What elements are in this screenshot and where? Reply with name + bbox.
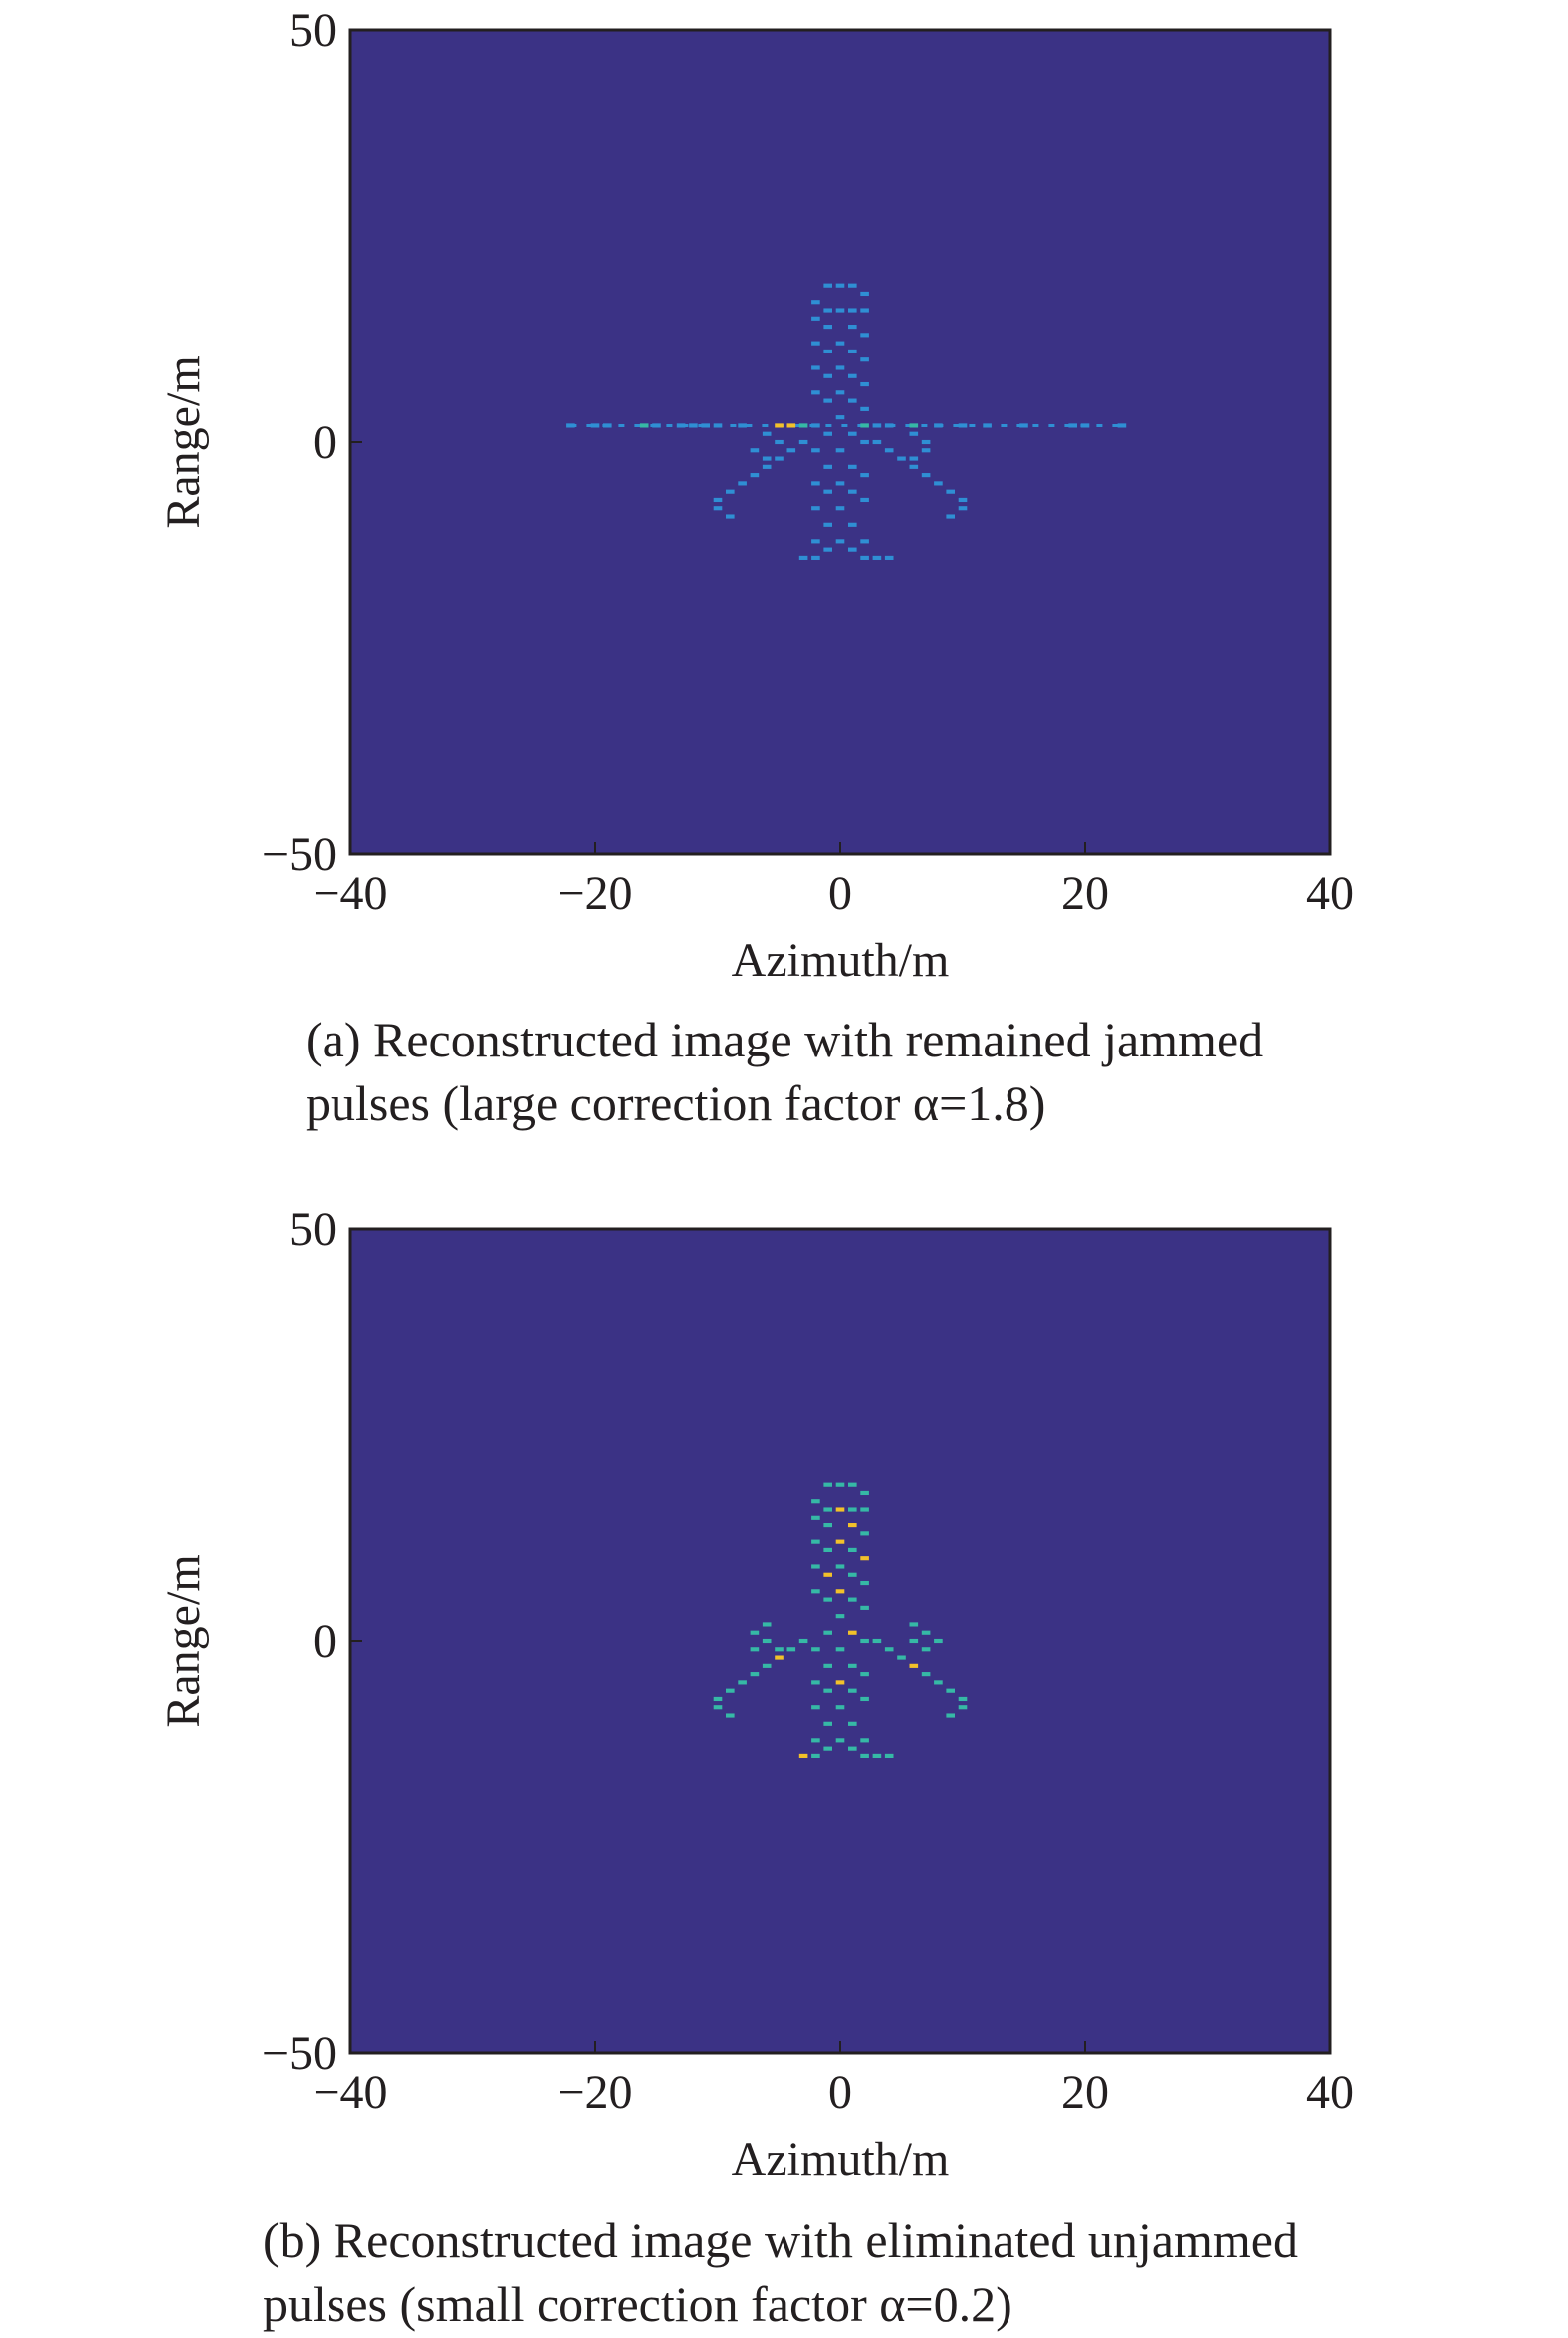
- heatmap-cell: [677, 423, 686, 427]
- heatmap-cell: [811, 1647, 820, 1651]
- heatmap-cell: [1068, 423, 1077, 427]
- x-axis-label: Azimuth/m: [731, 934, 950, 987]
- heatmap-cell: [860, 556, 869, 560]
- heatmap-cell: [823, 432, 832, 436]
- heatmap-cell: [836, 1614, 845, 1618]
- heatmap-cell: [726, 490, 735, 494]
- heatmap-cell: [860, 1697, 869, 1701]
- heatmap-cell: [836, 1738, 845, 1742]
- heatmap-cell: [775, 423, 784, 427]
- heatmap-cell: [836, 284, 845, 288]
- heatmap-cell: [934, 423, 943, 427]
- heatmap-cell: [811, 556, 820, 560]
- heatmap-cell: [836, 506, 845, 510]
- heatmap-cell: [885, 1647, 894, 1651]
- heatmap-cell: [848, 1507, 857, 1511]
- heatmap-cell: [811, 365, 820, 369]
- heatmap-cell: [714, 423, 723, 427]
- heatmap-cell: [738, 1680, 747, 1684]
- heatmap-cell: [897, 456, 906, 460]
- heatmap-cell: [860, 1507, 869, 1511]
- figure-b: [0, 1195, 1568, 2338]
- heatmap-cell: [860, 539, 869, 543]
- heatmap-cell: [726, 1713, 735, 1717]
- heatmap-cell: [763, 465, 772, 469]
- heatmap-cell: [726, 514, 735, 518]
- heatmap-cell: [811, 1738, 820, 1742]
- heatmap-cell: [922, 448, 931, 452]
- heatmap-cell: [823, 374, 832, 378]
- heatmap-cell: [811, 1516, 820, 1520]
- heatmap-cell: [823, 1598, 832, 1602]
- heatmap-cell: [811, 481, 820, 485]
- heatmap-cell: [873, 1639, 882, 1643]
- heatmap-cell: [811, 506, 820, 510]
- heatmap-cell: [811, 390, 820, 394]
- heatmap-cell: [860, 1531, 869, 1535]
- heatmap-cell: [860, 440, 869, 444]
- heatmap-cell: [811, 1754, 820, 1758]
- heatmap-cell: [946, 1689, 955, 1693]
- y-axis-label: Range/m: [157, 355, 210, 529]
- heatmap-cell: [922, 473, 931, 477]
- heatmap-cell: [836, 1507, 845, 1511]
- heatmap-cell: [763, 1622, 772, 1626]
- heatmap-cell: [848, 1523, 857, 1527]
- heatmap-cell: [811, 1589, 820, 1593]
- heatmap-cell: [836, 308, 845, 312]
- heatmap-cell: [823, 1631, 832, 1635]
- y-tick-label: 50: [289, 4, 336, 57]
- heatmap-cell: [959, 498, 968, 502]
- heatmap-cell: [848, 399, 857, 403]
- heatmap-cell: [848, 523, 857, 527]
- x-tick-label: −20: [558, 867, 633, 920]
- x-tick-label: −20: [558, 2066, 633, 2119]
- heatmap-cell: [823, 1483, 832, 1487]
- heatmap-cell: [1118, 423, 1127, 427]
- heatmap-cell: [873, 440, 882, 444]
- heatmap-cell: [811, 1564, 820, 1568]
- heatmap-cell: [848, 490, 857, 494]
- heatmap-cell: [811, 317, 820, 321]
- x-tick-label: 20: [1061, 867, 1109, 920]
- heatmap-cell: [873, 1754, 882, 1758]
- heatmap-cell: [823, 1689, 832, 1693]
- heatmap-cell: [860, 1639, 869, 1643]
- y-tick-label: 0: [313, 416, 336, 469]
- heatmap-cell: [823, 548, 832, 552]
- heatmap-cell: [763, 1639, 772, 1643]
- heatmap-cell: [860, 1606, 869, 1610]
- heatmap-cell: [836, 1705, 845, 1709]
- heatmap-cell: [848, 350, 857, 353]
- heatmap-cell: [860, 1754, 869, 1758]
- heatmap-cell: [811, 539, 820, 543]
- heatmap-cell: [836, 481, 845, 485]
- heatmap-cell: [860, 333, 869, 337]
- heatmap-cell: [946, 1713, 955, 1717]
- heatmap-cell: [946, 514, 955, 518]
- caption-a: (a) Reconstructed image with remained jammed pulses (large correction factor α=1.8): [306, 1012, 1264, 1131]
- heatmap-cell: [873, 423, 882, 427]
- heatmap-cell: [836, 1680, 845, 1684]
- x-tick-label: −40: [313, 2066, 388, 2119]
- heatmap-cell: [823, 490, 832, 494]
- heatmap-cell: [959, 423, 968, 427]
- heatmap-cell: [836, 1540, 845, 1544]
- heatmap-cell: [836, 1564, 845, 1568]
- heatmap-cell: [823, 1664, 832, 1668]
- heatmap-cell: [714, 506, 723, 510]
- heatmap-cell: [738, 423, 747, 427]
- heatmap-cell: [848, 1548, 857, 1552]
- heatmap-cell: [823, 1523, 832, 1527]
- heatmap-cell: [909, 465, 918, 469]
- heatmap-cell: [860, 1738, 869, 1742]
- heatmap-cell: [751, 448, 760, 452]
- heatmap-cell: [763, 456, 772, 460]
- heatmap-cell: [640, 423, 649, 427]
- heatmap-a: [0, 0, 1568, 996]
- heatmap-cell: [909, 456, 918, 460]
- heatmap-cell: [751, 1647, 760, 1651]
- y-tick-label: −50: [261, 828, 336, 881]
- heatmap-cell: [714, 1705, 723, 1709]
- heatmap-cell: [848, 325, 857, 329]
- heatmap-cell: [714, 1697, 723, 1701]
- heatmap-cell: [836, 390, 845, 394]
- heatmap-cell: [860, 357, 869, 361]
- heatmap-cell: [848, 1631, 857, 1635]
- heatmap-cell: [751, 473, 760, 477]
- heatmap-cell: [873, 556, 882, 560]
- heatmap-cell: [860, 382, 869, 386]
- heatmap-cell: [922, 1631, 931, 1635]
- heatmap-cell: [823, 325, 832, 329]
- heatmap-cell: [823, 350, 832, 353]
- heatmap-cell: [836, 448, 845, 452]
- heatmap-cell: [897, 1655, 906, 1659]
- heatmap-cell: [922, 440, 931, 444]
- heatmap-cell: [885, 1754, 894, 1758]
- heatmap-cell: [823, 1507, 832, 1511]
- heatmap-cell: [836, 1589, 845, 1593]
- heatmap-cell: [848, 1664, 857, 1668]
- heatmap-cell: [860, 423, 869, 427]
- heatmap-cell: [823, 308, 832, 312]
- x-tick-label: 40: [1306, 867, 1354, 920]
- heatmap-cell: [983, 423, 992, 427]
- heatmap-cell: [823, 1722, 832, 1726]
- heatmap-cell: [811, 448, 820, 452]
- heatmap-cell: [848, 1747, 857, 1751]
- heatmap-cell: [591, 423, 600, 427]
- heatmap-cell: [799, 423, 808, 427]
- heatmap-cell: [922, 1672, 931, 1676]
- heatmap-cell: [799, 440, 808, 444]
- y-axis-label: Range/m: [157, 1554, 210, 1728]
- heatmap-cell: [701, 423, 710, 427]
- heatmap-cell: [848, 548, 857, 552]
- heatmap-cell: [836, 1647, 845, 1651]
- heatmap-cell: [811, 423, 820, 427]
- heatmap-cell: [1081, 423, 1090, 427]
- heatmap-cell: [909, 432, 918, 436]
- plot-area: [350, 1229, 1330, 2053]
- heatmap-cell: [823, 1548, 832, 1552]
- x-tick-label: 40: [1306, 2066, 1354, 2119]
- heatmap-cell: [909, 1664, 918, 1668]
- heatmap-cell: [909, 1639, 918, 1643]
- heatmap-cell: [959, 506, 968, 510]
- heatmap-cell: [848, 1689, 857, 1693]
- heatmap-cell: [738, 481, 747, 485]
- heatmap-cell: [603, 423, 612, 427]
- heatmap-cell: [689, 423, 698, 427]
- heatmap-cell: [811, 1499, 820, 1503]
- heatmap-cell: [799, 556, 808, 560]
- heatmap-cell: [885, 448, 894, 452]
- heatmap-cell: [823, 1747, 832, 1751]
- heatmap-cell: [811, 300, 820, 304]
- heatmap-cell: [763, 1664, 772, 1668]
- heatmap-cell: [775, 440, 784, 444]
- heatmap-cell: [811, 1540, 820, 1544]
- x-tick-label: 0: [828, 2066, 852, 2119]
- heatmap-cell: [946, 490, 955, 494]
- heatmap-cell: [860, 1491, 869, 1495]
- heatmap-cell: [823, 1573, 832, 1577]
- heatmap-cell: [799, 1639, 808, 1643]
- heatmap-cell: [726, 1689, 735, 1693]
- heatmap-cell: [836, 365, 845, 369]
- heatmap-cell: [751, 1672, 760, 1676]
- heatmap-cell: [823, 465, 832, 469]
- heatmap-cell: [934, 481, 943, 485]
- heatmap-cell: [763, 432, 772, 436]
- heatmap-cell: [823, 284, 832, 288]
- x-tick-label: −40: [313, 867, 388, 920]
- heatmap-cell: [775, 1647, 784, 1651]
- heatmap-cell: [922, 1647, 931, 1651]
- x-tick-label: 20: [1061, 2066, 1109, 2119]
- heatmap-cell: [775, 1655, 784, 1659]
- heatmap-cell: [934, 1639, 943, 1643]
- heatmap-cell: [811, 342, 820, 346]
- heatmap-cell: [652, 423, 661, 427]
- heatmap-cell: [1019, 423, 1028, 427]
- heatmap-cell: [836, 415, 845, 419]
- heatmap-cell: [836, 342, 845, 346]
- heatmap-cell: [959, 1705, 968, 1709]
- x-tick-label: 0: [828, 867, 852, 920]
- heatmap-cell: [885, 556, 894, 560]
- heatmap-cell: [714, 498, 723, 502]
- heatmap-b: [0, 1195, 1568, 2191]
- y-tick-label: 50: [289, 1203, 336, 1256]
- x-axis-label: Azimuth/m: [731, 2133, 950, 2186]
- heatmap-cell: [786, 448, 795, 452]
- heatmap-cell: [775, 456, 784, 460]
- heatmap-cell: [786, 1647, 795, 1651]
- caption-b: (b) Reconstructed image with eliminated unjammed pulses (small correction factor α=0.2): [263, 2213, 1298, 2332]
- heatmap-cell: [848, 1573, 857, 1577]
- heatmap-cell: [823, 399, 832, 403]
- heatmap-cell: [860, 1672, 869, 1676]
- y-tick-label: 0: [313, 1615, 336, 1668]
- heatmap-cell: [860, 1556, 869, 1560]
- heatmap-cell: [566, 423, 575, 427]
- heatmap-cell: [860, 1581, 869, 1585]
- y-tick-label: −50: [261, 2027, 336, 2080]
- heatmap-cell: [848, 308, 857, 312]
- heatmap-cell: [848, 465, 857, 469]
- heatmap-cell: [848, 1722, 857, 1726]
- plot-area: [350, 30, 1330, 854]
- heatmap-cell: [909, 423, 918, 427]
- heatmap-cell: [811, 1705, 820, 1709]
- heatmap-cell: [848, 1483, 857, 1487]
- heatmap-cell: [836, 539, 845, 543]
- heatmap-cell: [860, 473, 869, 477]
- heatmap-cell: [860, 498, 869, 502]
- heatmap-cell: [848, 432, 857, 436]
- heatmap-cell: [860, 308, 869, 312]
- heatmap-cell: [786, 423, 795, 427]
- heatmap-cell: [885, 423, 894, 427]
- heatmap-cell: [836, 1483, 845, 1487]
- heatmap-cell: [934, 1680, 943, 1684]
- heatmap-cell: [909, 1622, 918, 1626]
- heatmap-cell: [848, 374, 857, 378]
- heatmap-cell: [959, 1697, 968, 1701]
- heatmap-cell: [751, 1631, 760, 1635]
- heatmap-cell: [823, 523, 832, 527]
- heatmap-cell: [860, 407, 869, 411]
- heatmap-cell: [848, 284, 857, 288]
- heatmap-cell: [799, 1754, 808, 1758]
- heatmap-cell: [848, 1598, 857, 1602]
- heatmap-cell: [811, 1680, 820, 1684]
- heatmap-cell: [860, 292, 869, 296]
